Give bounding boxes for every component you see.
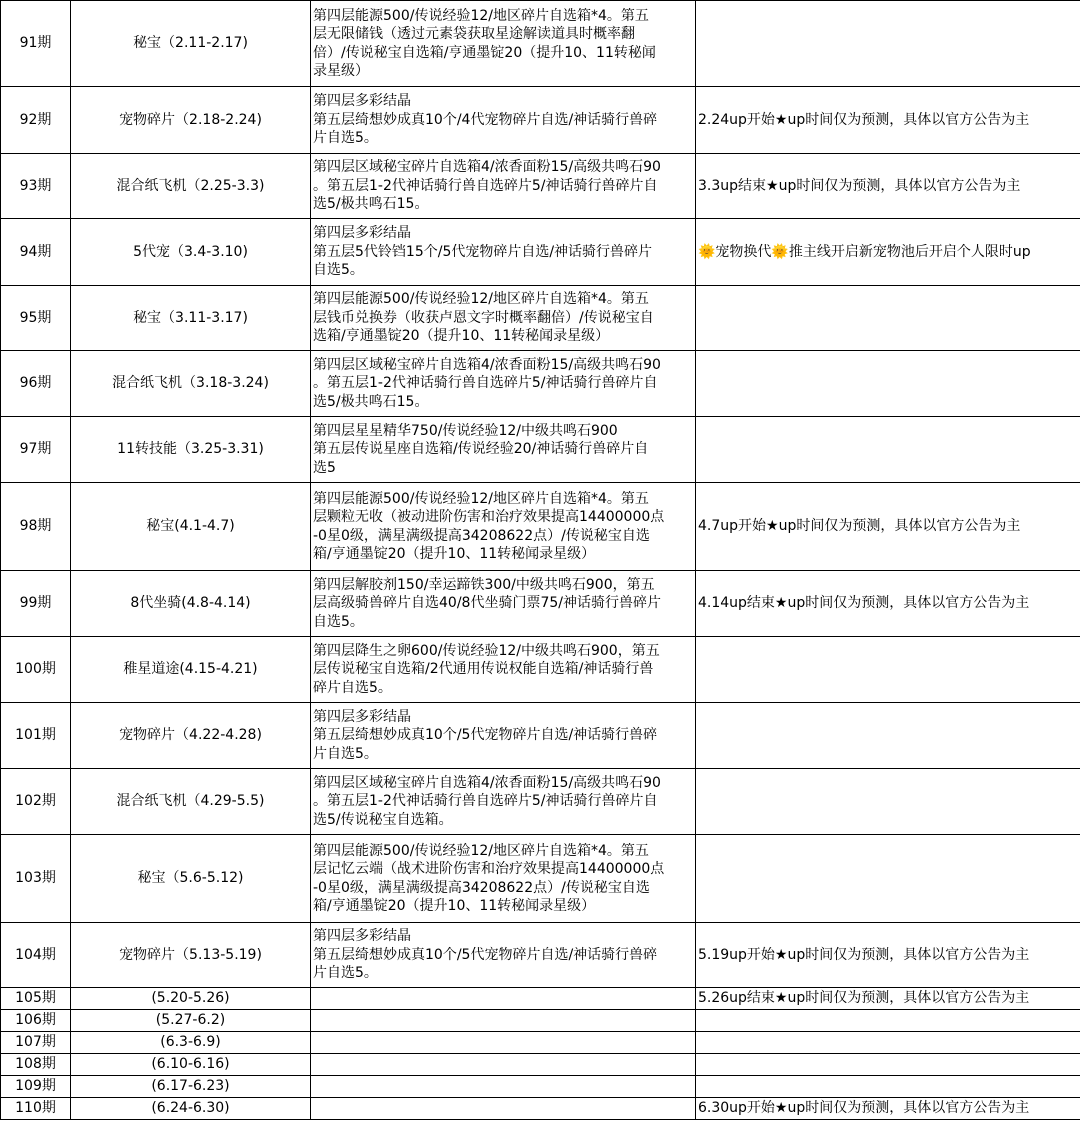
note-cell — [696, 1032, 1080, 1054]
table-row — [1, 1, 1080, 87]
period-cell: 108期 — [1, 1054, 71, 1076]
theme-cell: (5.20-5.26) — [71, 988, 311, 1010]
rewards-cell: 第四层多彩结晶 第五层绮想妙成真10个/5代宠物碎片自选/神话骑行兽碎 片自选5。 — [311, 923, 696, 988]
note-cell — [696, 1010, 1080, 1032]
rewards-cell: 第四层星星精华750/传说经验12/中级共鸣石900 第五层传说星座自选箱/传说经验20/神话骑行兽碎片自 选5 — [311, 417, 696, 483]
table-row — [1, 417, 1080, 483]
table-row — [1, 835, 1080, 923]
table-row — [1, 1076, 1080, 1098]
note-cell — [696, 1, 1080, 87]
period-cell: 94期 — [1, 219, 71, 286]
note-cell — [696, 1076, 1080, 1098]
period-cell: 105期 — [1, 988, 71, 1010]
theme-cell: (6.3-6.9) — [71, 1032, 311, 1054]
period-cell: 99期 — [1, 571, 71, 637]
theme-cell: 秘宝（3.11-3.17) — [71, 286, 311, 351]
period-cell: 98期 — [1, 483, 71, 571]
theme-cell: (6.10-6.16) — [71, 1054, 311, 1076]
rewards-cell: 第四层多彩结晶 第五层绮想妙成真10个/4代宠物碎片自选/神话骑行兽碎 片自选5。 — [311, 87, 696, 154]
table-row — [1, 1054, 1080, 1076]
table-row — [1, 483, 1080, 571]
table-row — [1, 1032, 1080, 1054]
note-cell — [696, 637, 1080, 703]
theme-cell: 5代宠（3.4-3.10) — [71, 219, 311, 286]
theme-cell: 11转技能（3.25-3.31) — [71, 417, 311, 483]
note-cell — [696, 769, 1080, 835]
period-cell: 104期 — [1, 923, 71, 988]
rewards-cell — [311, 1098, 696, 1120]
rewards-cell: 第四层区域秘宝碎片自选箱4/浓香面粉15/高级共鸣石90 。第五层1-2代神话骑行兽自选碎片5/神话骑行兽碎片自 选5/极共鸣石15。 — [311, 351, 696, 417]
period-cell: 97期 — [1, 417, 71, 483]
table-row — [1, 571, 1080, 637]
note-cell — [696, 417, 1080, 483]
theme-cell: 混合纸飞机（3.18-3.24) — [71, 351, 311, 417]
rewards-cell: 第四层区域秘宝碎片自选箱4/浓香面粉15/高级共鸣石90 。第五层1-2代神话骑行兽自选碎片5/神话骑行兽碎片自 选5/传说秘宝自选箱。 — [311, 769, 696, 835]
table-row — [1, 988, 1080, 1010]
period-cell: 102期 — [1, 769, 71, 835]
note-cell — [696, 1054, 1080, 1076]
theme-cell: 8代坐骑(4.8-4.14) — [71, 571, 311, 637]
note-cell — [696, 286, 1080, 351]
note-cell — [696, 835, 1080, 923]
note-cell: 5.19up开始★up时间仅为预测，具体以官方公告为主 — [696, 923, 1080, 988]
period-cell: 107期 — [1, 1032, 71, 1054]
period-cell: 110期 — [1, 1098, 71, 1120]
theme-cell: 秘宝（5.6-5.12) — [71, 835, 311, 923]
table-row — [1, 1098, 1080, 1120]
rewards-cell — [311, 1076, 696, 1098]
theme-cell: 秘宝（2.11-2.17) — [71, 1, 311, 87]
theme-cell: 秘宝(4.1-4.7) — [71, 483, 311, 571]
period-cell: 109期 — [1, 1076, 71, 1098]
note-cell — [696, 703, 1080, 769]
table-row — [1, 154, 1080, 219]
period-cell: 92期 — [1, 87, 71, 154]
theme-cell: 宠物碎片（5.13-5.19) — [71, 923, 311, 988]
rewards-cell: 第四层能源500/传说经验12/地区碎片自选箱*4。第五 层无限储钱（透过元素袋获取星途解读道具时概率翻 倍）/传说秘宝自选箱/亨通墨锭20（提升10、11转秘闻 录星级） — [311, 1, 696, 87]
theme-cell: 混合纸飞机（4.29-5.5) — [71, 769, 311, 835]
table-row — [1, 1010, 1080, 1032]
table-row — [1, 286, 1080, 351]
schedule-body — [1, 1, 1080, 1120]
table-row — [1, 219, 1080, 286]
table-row — [1, 703, 1080, 769]
theme-cell: (6.17-6.23) — [71, 1076, 311, 1098]
rewards-cell: 第四层多彩结晶 第五层5代铃铛15个/5代宠物碎片自选/神话骑行兽碎片 自选5。 — [311, 219, 696, 286]
table-row — [1, 769, 1080, 835]
period-cell: 96期 — [1, 351, 71, 417]
theme-cell: (5.27-6.2) — [71, 1010, 311, 1032]
theme-cell: 混合纸飞机（2.25-3.3) — [71, 154, 311, 219]
period-cell: 103期 — [1, 835, 71, 923]
rewards-cell — [311, 1032, 696, 1054]
table-row — [1, 923, 1080, 988]
rewards-cell — [311, 988, 696, 1010]
note-cell: 4.14up结束★up时间仅为预测，具体以官方公告为主 — [696, 571, 1080, 637]
note-cell — [696, 351, 1080, 417]
period-cell: 91期 — [1, 1, 71, 87]
rewards-cell: 第四层多彩结晶 第五层绮想妙成真10个/5代宠物碎片自选/神话骑行兽碎 片自选5。 — [311, 703, 696, 769]
rewards-cell — [311, 1054, 696, 1076]
note-cell: 2.24up开始★up时间仅为预测，具体以官方公告为主 — [696, 87, 1080, 154]
period-cell: 95期 — [1, 286, 71, 351]
note-cell: 🌞宠物换代🌞推主线开启新宠物池后开启个人限时up — [696, 219, 1080, 286]
theme-cell: 稚星道途(4.15-4.21) — [71, 637, 311, 703]
rewards-cell: 第四层能源500/传说经验12/地区碎片自选箱*4。第五 层颗粒无收（被动进阶伤害和治疗效果提高14400000点 -0星0级，满星满级提高34208622点）/传说秘宝自选 箱/亨通墨锭20（提升10、11转秘闻录星级） — [311, 483, 696, 571]
theme-cell: (6.24-6.30) — [71, 1098, 311, 1120]
rewards-cell — [311, 1010, 696, 1032]
note-cell: 5.26up结束★up时间仅为预测，具体以官方公告为主 — [696, 988, 1080, 1010]
period-cell: 93期 — [1, 154, 71, 219]
rewards-cell: 第四层能源500/传说经验12/地区碎片自选箱*4。第五 层钱币兑换券（收获卢恩文字时概率翻倍）/传说秘宝自 选箱/亨通墨锭20（提升10、11转秘闻录星级） — [311, 286, 696, 351]
note-cell: 3.3up结束★up时间仅为预测，具体以官方公告为主 — [696, 154, 1080, 219]
rewards-cell: 第四层降生之卵600/传说经验12/中级共鸣石900，第五 层传说秘宝自选箱/2代通用传说权能自选箱/神话骑行兽 碎片自选5。 — [311, 637, 696, 703]
rewards-cell: 第四层解胶剂150/幸运蹄铁300/中级共鸣石900，第五 层高级骑兽碎片自选40/8代坐骑门票75/神话骑行兽碎片 自选5。 — [311, 571, 696, 637]
table-row — [1, 351, 1080, 417]
rewards-cell: 第四层区域秘宝碎片自选箱4/浓香面粉15/高级共鸣石90 。第五层1-2代神话骑行兽自选碎片5/神话骑行兽碎片自 选5/极共鸣石15。 — [311, 154, 696, 219]
theme-cell: 宠物碎片（4.22-4.28) — [71, 703, 311, 769]
note-cell: 4.7up开始★up时间仅为预测，具体以官方公告为主 — [696, 483, 1080, 571]
rewards-cell: 第四层能源500/传说经验12/地区碎片自选箱*4。第五 层记忆云端（战术进阶伤害和治疗效果提高14400000点 -0星0级，满星满级提高34208622点）/传说秘宝自选 箱/亨通墨锭20（提升10、11转秘闻录星级） — [311, 835, 696, 923]
table-row — [1, 637, 1080, 703]
period-cell: 100期 — [1, 637, 71, 703]
note-cell: 6.30up开始★up时间仅为预测，具体以官方公告为主 — [696, 1098, 1080, 1120]
period-cell: 106期 — [1, 1010, 71, 1032]
table-row — [1, 87, 1080, 154]
theme-cell: 宠物碎片（2.18-2.24) — [71, 87, 311, 154]
period-cell: 101期 — [1, 703, 71, 769]
